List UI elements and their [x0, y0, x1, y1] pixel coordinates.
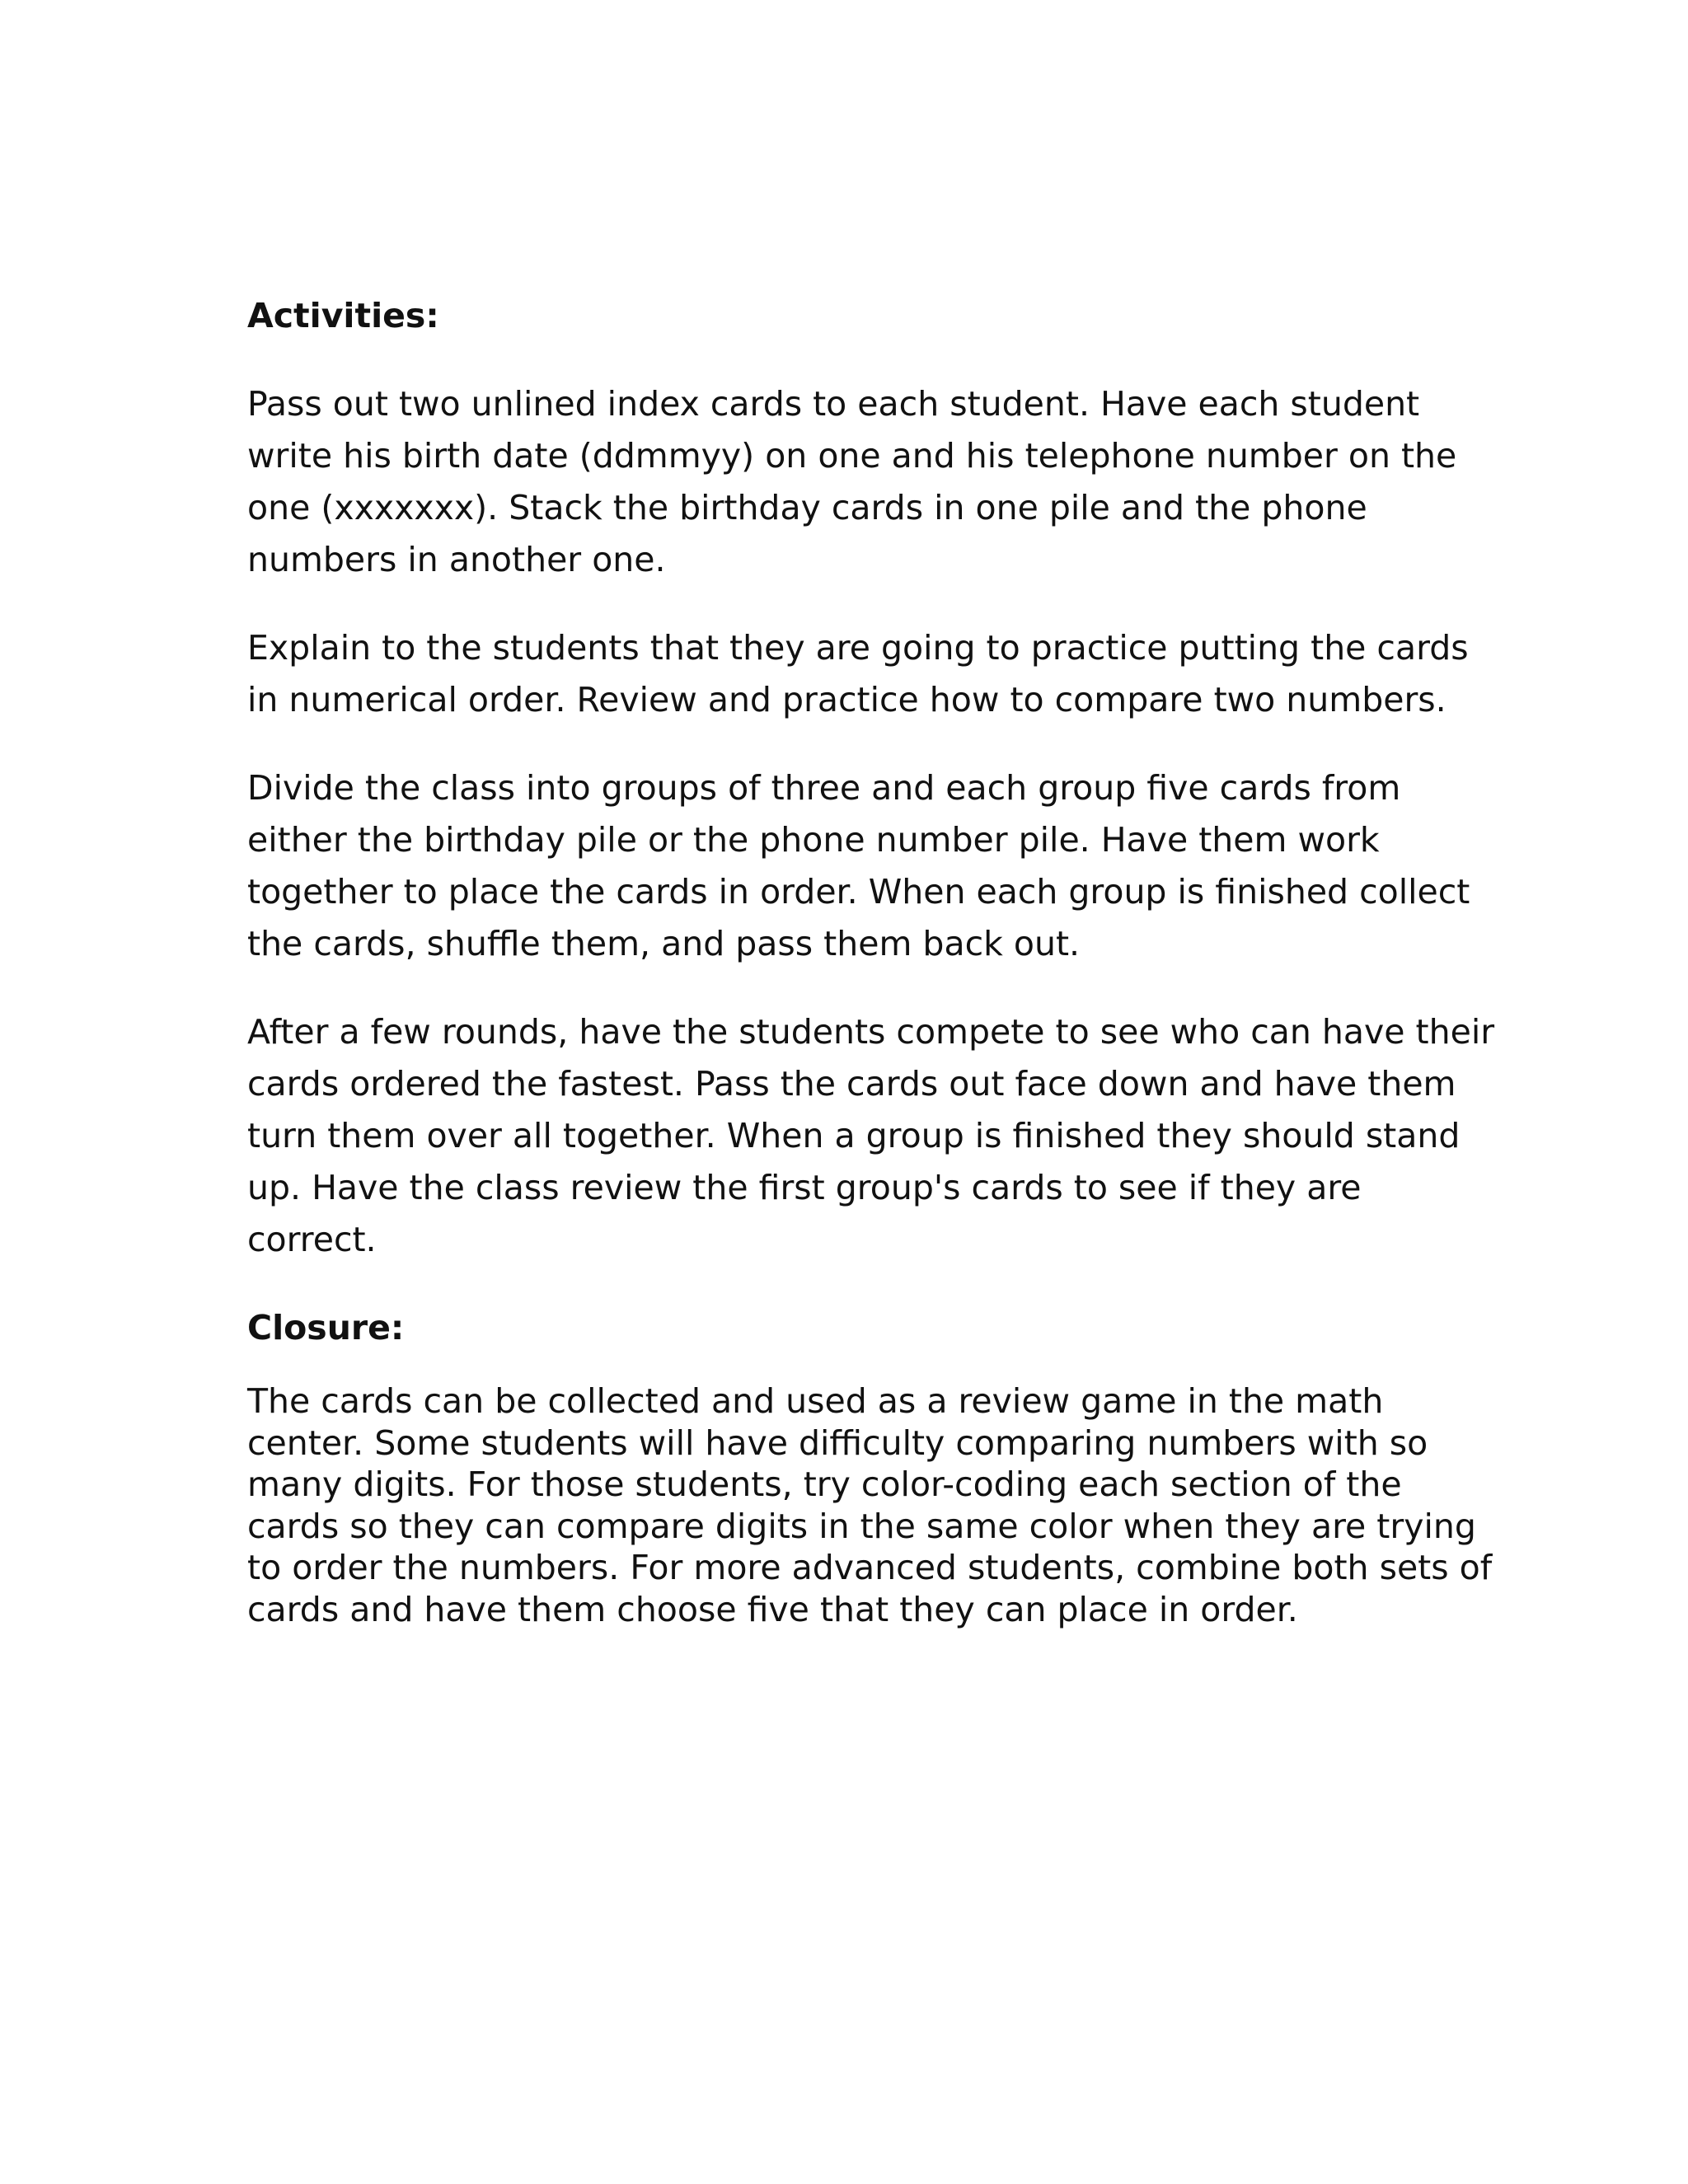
text-line: correct.: [247, 1220, 377, 1259]
activities-heading: Activities:: [247, 296, 439, 335]
activities-paragraph-1: [247, 378, 1457, 586]
activities-paragraph-3: [247, 762, 1470, 970]
activities-paragraph-4: [247, 1006, 1495, 1266]
text-line: After a few rounds, have the students compete to see who can have their: [247, 1012, 1495, 1052]
closure-paragraph: [247, 1380, 1493, 1630]
text-line: up. Have the class review the first group's cards to see if they are: [247, 1168, 1362, 1207]
text-line: many digits. For those students, try color-coding each section of the: [247, 1465, 1402, 1504]
text-line: cards and have them choose five that they can place in order.: [247, 1589, 1298, 1629]
text-line: cards so they can compare digits in the same color when they are trying: [247, 1506, 1476, 1546]
text-line: in numerical order. Review and practice how to compare two numbers.: [247, 680, 1447, 719]
activities-paragraph-2: [247, 622, 1469, 726]
text-line: the cards, shuffle them, and pass them back out.: [247, 924, 1081, 963]
text-line: either the birthday pile or the phone number pile. Have them work: [247, 820, 1380, 860]
text-line: The cards can be collected and used as a review game in the math: [247, 1381, 1384, 1421]
text-line: center. Some students will have difficulty comparing numbers with so: [247, 1422, 1428, 1463]
closure-heading: Closure:: [247, 1308, 405, 1347]
text-line: Pass out two unlined index cards to each student. Have each student: [247, 384, 1420, 424]
text-line: cards ordered the fastest. Pass the cards out face down and have them: [247, 1064, 1456, 1104]
text-line: together to place the cards in order. When each group is finished collect: [247, 872, 1470, 912]
text-line: one (xxxxxxx). Stack the birthday cards in one pile and the phone: [247, 488, 1367, 527]
text-line: to order the numbers. For more advanced students, combine both sets of: [247, 1548, 1493, 1587]
document-content: [247, 290, 1495, 1630]
text-line: Explain to the students that they are going to practice putting the cards: [247, 628, 1469, 668]
text-line: numbers in another one.: [247, 540, 666, 579]
text-line: turn them over all together. When a group is finished they should stand: [247, 1116, 1461, 1155]
text-line: write his birth date (ddmmyy) on one and his telephone number on the: [247, 436, 1457, 476]
text-line: Divide the class into groups of three and each group five cards from: [247, 768, 1401, 808]
